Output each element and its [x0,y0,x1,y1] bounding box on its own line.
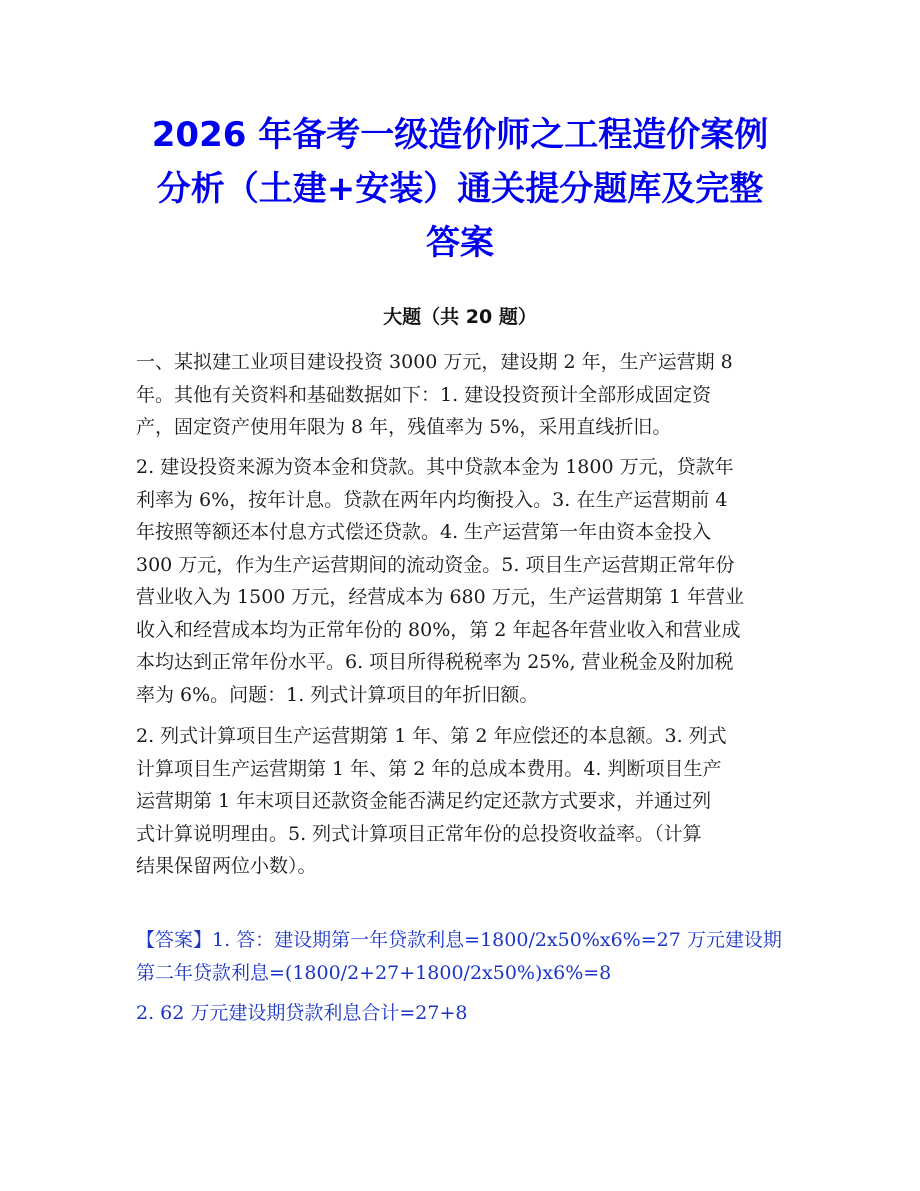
answer-paragraph-1 [136,924,796,989]
answer-line: 2. 62 万元建设期贷款利息合计=27+8 [136,1002,468,1024]
answer-paragraph-2 [136,997,796,1030]
text-line: 300 万元，作为生产运营期间的流动资金。5. 项目生产运营期正常年份 [136,553,735,576]
title-line-2: 分析（土建+安装）通关提分题库及完整 [156,169,764,209]
question-paragraph-2 [136,451,796,711]
text-line: 运营期第 1 年末项目还款资金能否满足约定还款方式要求，并通过列 [136,790,712,812]
title-line-3: 答案 [426,223,494,263]
text-line: 营业收入为 1500 万元，经营成本为 680 万元，生产运营期第 1 年营业 [136,586,744,608]
text-line: 年。其他有关资料和基础数据如下：1. 建设投资预计全部形成固定资 [136,383,712,406]
answer-line: 【答案】1. 答：建设期第一年贷款利息=1800/2x50%x6%=27 万元建设期 [136,929,782,951]
section-heading: 大题（共 20 题） [383,306,537,328]
text-line: 计算项目生产运营期第 1 年、第 2 年的总成本费用。4. 判断项目生产 [136,757,722,780]
text-line: 本均达到正常年份水平。6. 项目所得税税率为 25%, 营业税金及附加税 [136,651,734,673]
text-line: 率为 6%。问题：1. 列式计算项目的年折旧额。 [136,683,539,706]
text-line: 利率为 6%，按年计息。贷款在两年内均衡投入。3. 在生产运营期前 4 [136,488,728,511]
text-line: 2. 列式计算项目生产运营期第 1 年、第 2 年应偿还的本息额。3. 列式 [136,725,727,747]
text-line: 2. 建设投资来源为资本金和贷款。其中贷款本金为 1800 万元，贷款年 [136,456,734,478]
title-line-1: 2026 年备考一级造价师之工程造价案例 [151,115,769,155]
answer-line: 第二年贷款利息=(1800/2+27+1800/2x50%)x6%=8 [136,961,612,984]
text-line: 年按照等额还本付息方式偿还贷款。4. 生产运营第一年由资本金投入 [136,521,712,543]
text-line: 一、某拟建工业项目建设投资 3000 万元，建设期 2 年，生产运营期 8 [136,351,733,373]
document-title [120,108,800,270]
text-line: 式计算说明理由。5. 列式计算项目正常年份的总投资收益率。（计算 [136,822,702,845]
text-line: 产，固定资产使用年限为 8 年，残值率为 5%，采用直线折旧。 [136,416,672,438]
question-paragraph-1 [136,346,796,444]
text-line: 结果保留两位小数）。 [136,855,317,877]
question-paragraph-3 [136,720,796,883]
text-line: 收入和经营成本均为正常年份的 80%，第 2 年起各年营业收入和营业成 [136,618,741,641]
